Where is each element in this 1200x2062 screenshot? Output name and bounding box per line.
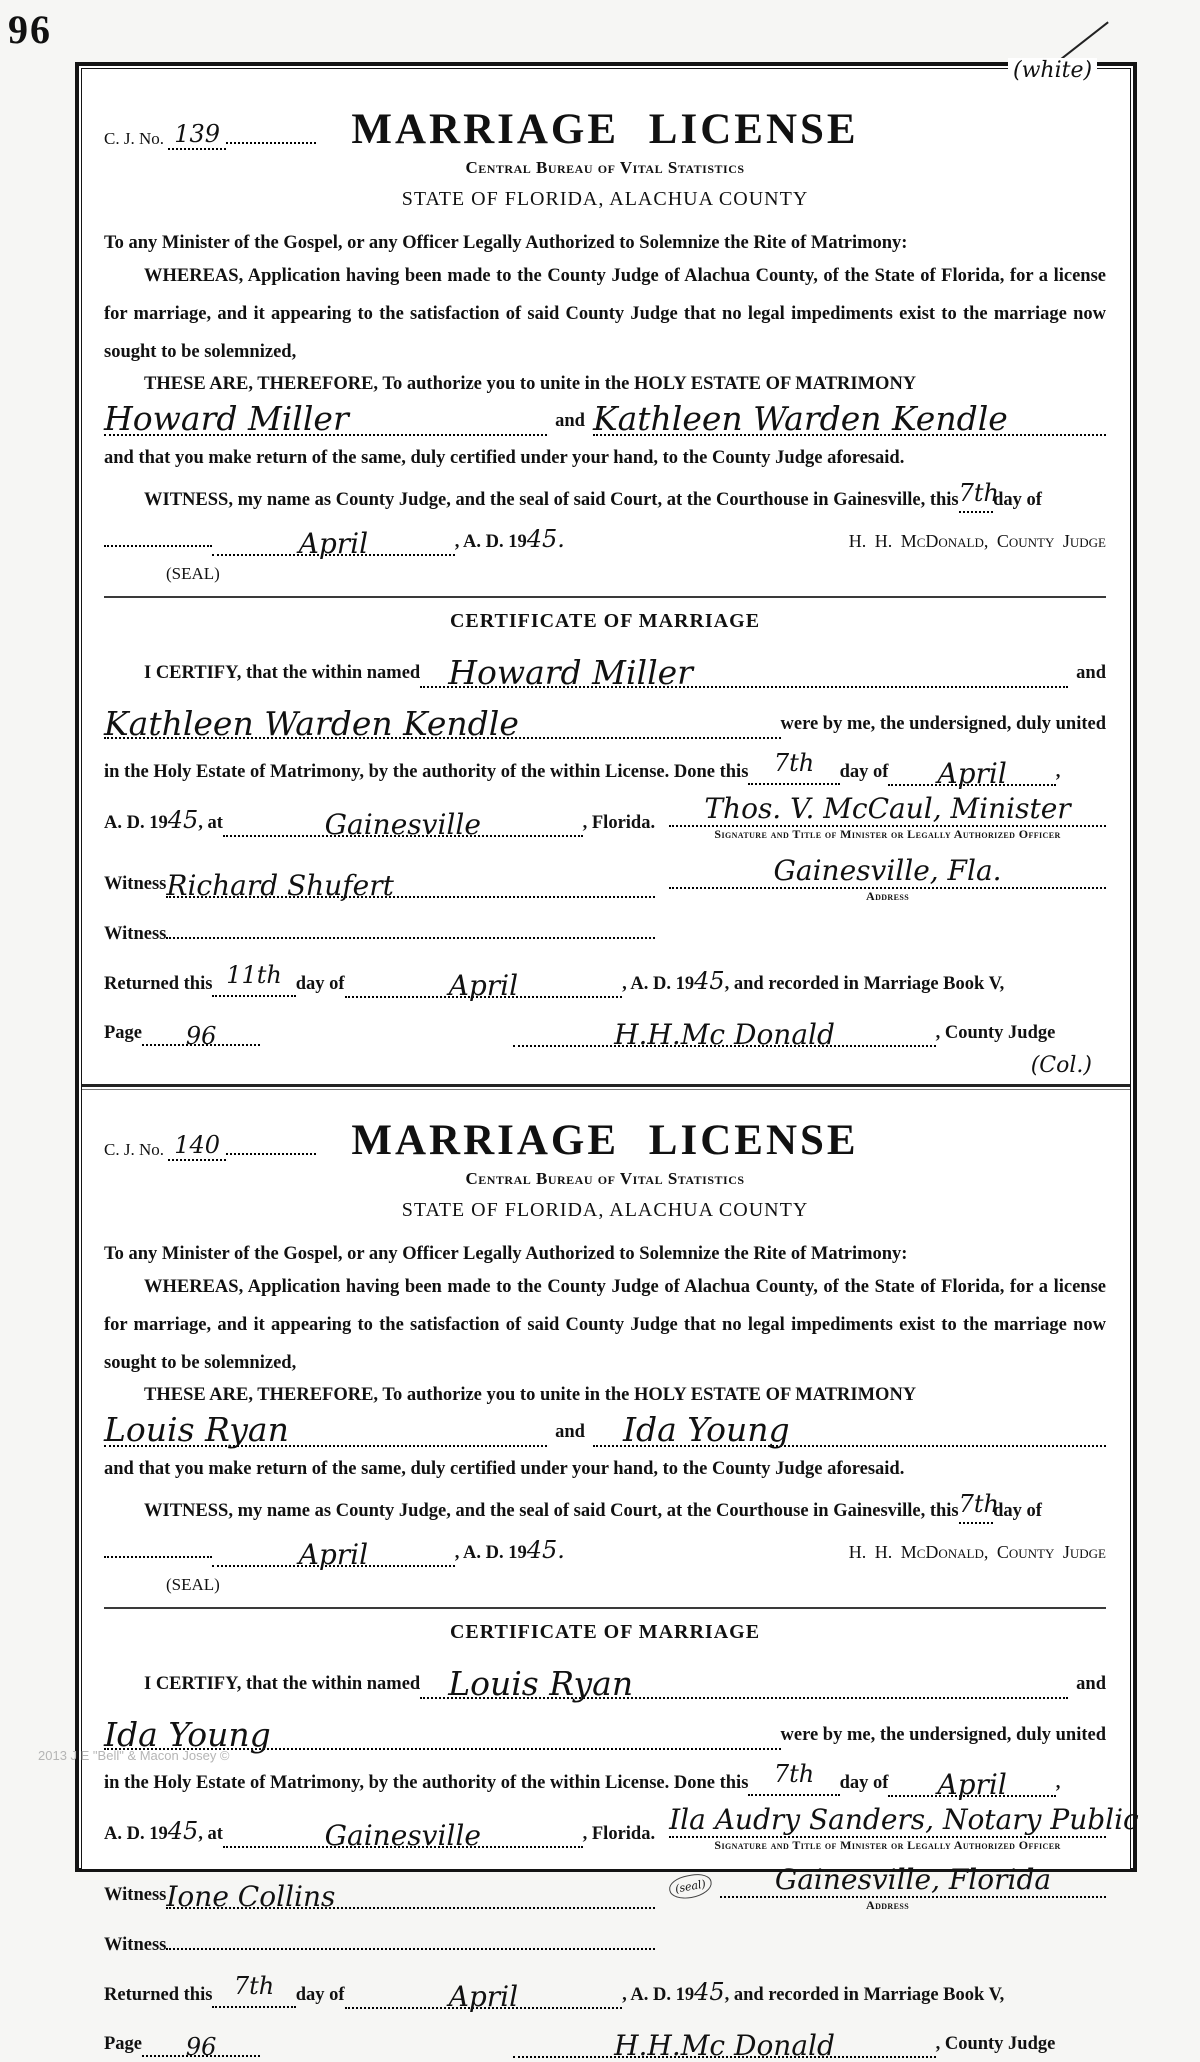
done-day: 7th [773,1759,815,1788]
signature-caption: Signature and Title of Minister or Legally Authorized Officer [714,826,1061,841]
witness-month: April [298,526,369,560]
cert-bride-line [104,1709,781,1754]
witness-month-line [212,1532,455,1571]
returned-label: Returned this [104,973,213,994]
witness2-label: Witness [104,923,167,944]
marriage-license-form-2 [104,1116,1139,2062]
salutation-line: To any Minister of the Gospel, or any Officer Legally Authorized to Solemnize the Rite of Matrimony: [104,233,908,253]
united-label: were by me, the undersigned, duly united [780,713,1106,734]
whereas-paragraph: WHEREAS, Application having been made to the County Judge of Alachua County, of the State of Florida, for a license for marriage, and it appearing to the satisfaction of said County Judge that no legal impediments exist to the marriage now sought to be solemnized, [104,266,1106,362]
witness-year: 45. [526,1535,565,1564]
minister-signature: Thos. V. McCaul, Minister [704,791,1071,825]
certify-row [104,647,1106,692]
names-row [104,1406,1106,1447]
county-judge-label: , County Judge [935,2033,1056,2054]
witness-day-line [958,1489,999,1524]
witness1-name: Richard Shufert [166,868,394,902]
judge-signature: H.H.Mc Donald [614,1017,835,1051]
dotted-lead [104,1556,212,1558]
dotted-lead [104,545,212,547]
returned-day: 11th [226,960,282,989]
month-year-row [104,521,1106,560]
cert-left-column [104,792,655,945]
ad-label: , A. D. 19 [454,1542,527,1563]
authorization-line: THESE ARE, THEREFORE, To authorize you to unite in the HOLY ESTATE OF MATRIMONY [144,373,917,394]
section-divider [104,596,1106,598]
witness1-name: Ione Collins [166,1879,336,1913]
at-label: , at [198,812,223,833]
day-of-label: day of [993,1500,1042,1521]
returned-day-of: day of [295,1984,345,2005]
cert-columns [104,1802,1139,1956]
cert-left-column [104,1803,655,1956]
groom-name-line [104,1406,547,1447]
address-caption: Address [866,888,910,903]
witness-day: 7th [958,478,999,507]
returned-ad-label: , A. D. 19 [622,1984,695,2005]
certify-label: I CERTIFY, that the within named [144,662,421,683]
cert-groom-name: Howard Miller [448,652,693,692]
page-value-line [142,2027,260,2061]
whereas-paragraph: WHEREAS, Application having been made to the County Judge of Alachua County, of the State of Florida, for a license for marriage, and it appearing to the satisfaction of said County Judge that no legal impediments exist to the marriage now sought to be solemnized, [104,1276,1106,1373]
witness-day-line [958,478,999,513]
cj-number-label: C. J. No. [104,1139,164,1159]
witness1-line [166,1874,655,1913]
returned-day-line [212,960,295,997]
county-judge-printed-name: H. H. McDonald, County Judge [848,530,1106,551]
address-caption: Address [866,1897,910,1912]
witness-clause: WITNESS, my name as County Judge, and the seal of said Court, at the Courthouse in Gainesville, this [144,1500,959,1521]
names-row [104,395,1106,436]
ledger-page-number: 96 [8,7,52,52]
done-this-row [104,748,1106,790]
done-place-line [223,802,583,841]
united-label: were by me, the undersigned, duly united [780,1724,1106,1745]
seal-label: (SEAL) [166,563,220,583]
month-year-row [104,1532,1106,1571]
form-separator [82,1084,1130,1090]
certificate-title: CERTIFICATE OF MARRIAGE [449,609,761,632]
recorded-label: , and recorded in Marriage Book V, [724,1984,1005,2005]
scanned-ledger-sheet [75,62,1139,2062]
done-month-line [888,751,1055,790]
cert-ad-label: A. D. 19 [104,812,168,833]
bride-name: Kathleen Warden Kendle [592,398,1008,438]
dotted-line [226,142,316,144]
license-header [104,1116,1106,1165]
done-day: 7th [773,748,815,777]
form-subtitle: Central Bureau of Vital Statistics [465,1168,745,1188]
address-line [669,854,1106,889]
witness2-line [166,937,655,939]
page-value: 96 [185,2032,217,2061]
florida-label: , Florida. [582,812,656,833]
cert-bride-line [104,698,781,743]
cert-bride-name: Ida Young [104,1714,271,1754]
judge-signature: H.H.Mc Donald [614,2028,835,2062]
returned-day: 7th [233,1971,275,2000]
cert-bride-row [104,698,1106,743]
state-county-line: STATE OF FLORIDA, ALACHUA COUNTY [401,188,809,210]
groom-name: Louis Ryan [104,1409,289,1449]
at-label: , at [198,1823,223,1844]
judge-signature-line [513,2023,935,2062]
dotted-line [226,1153,316,1155]
witness2-line [166,1948,655,1950]
page-row [104,1012,1106,1051]
comma: , [1055,761,1061,782]
cert-right-column [655,792,1106,945]
cert-and-label: and [1076,662,1106,683]
return-clause: and that you make return of the same, duly certified under your hand, to the County Judge aforesaid. [104,1458,905,1479]
authorization-line: THESE ARE, THEREFORE, To authorize you to unite in the HOLY ESTATE OF MATRIMONY [144,1384,917,1405]
groom-name: Howard Miller [104,398,349,438]
race-annotation-white: (white) [1008,58,1097,83]
bride-name-line [593,1406,1106,1447]
witness1-label: Witness [104,1884,167,1905]
witness-month: April [298,1537,369,1571]
cert-columns [104,792,1106,945]
certify-label: I CERTIFY, that the within named [144,1673,421,1694]
cert-groom-name: Louis Ryan [448,1663,634,1703]
witness-clause-row [104,478,1106,513]
done-day-line [748,748,839,785]
witness1-label: Witness [104,873,167,894]
cj-number-value: 139 [168,120,226,150]
notary-seal-scribble: (seal) [667,1871,713,1901]
day-of-label: day of [993,489,1042,510]
county-judge-label: , County Judge [935,1022,1056,1043]
license-header [104,105,1106,154]
bride-name: Ida Young [622,1409,790,1449]
done-month: April [937,1767,1007,1801]
returned-month: April [448,968,519,1002]
cert-ad-label: A. D. 19 [104,1823,168,1844]
returned-month: April [448,1979,519,2013]
done-year: 45 [167,1816,199,1845]
marriage-license-form-1 [104,105,1106,1051]
return-clause: and that you make return of the same, duly certified under your hand, to the County Judge aforesaid. [104,447,905,468]
returned-day-of: day of [295,973,345,994]
florida-label: , Florida. [582,1823,656,1844]
witness1-line [166,863,655,902]
page-label: Page [104,1022,143,1043]
done-month: April [937,756,1007,790]
done-place: Gainesville [324,807,481,841]
cj-number-value: 140 [168,1131,226,1161]
cert-groom-line [420,647,1068,692]
certify-row [104,1658,1106,1703]
form-subtitle: Central Bureau of Vital Statistics [465,158,745,177]
salutation-line: To any Minister of the Gospel, or any Officer Legally Authorized to Solemnize the Rite of Matrimony: [104,1243,908,1264]
judge-signature-line [513,1012,935,1051]
copyright-watermark: 2013 J E "Bell" & Macon Josey © [38,1748,230,1763]
bride-name-line [593,395,1106,436]
holy-estate-label: in the Holy Estate of Matrimony, by the authority of the within License. Done this [104,1772,749,1793]
returned-day-line [212,1971,295,2008]
and-label: and [555,410,585,431]
recorded-label: , and recorded in Marriage Book V, [724,973,1005,994]
returned-row [104,1971,1106,2013]
address-value: Gainesville, Florida [774,1862,1052,1896]
done-place: Gainesville [324,1818,481,1852]
state-county-line: STATE OF FLORIDA, ALACHUA COUNTY [401,1198,809,1221]
form-title: MARRIAGE LICENSE [351,1116,859,1164]
and-label: and [555,1421,585,1442]
page-row [104,2023,1106,2062]
done-year: 45 [167,805,199,834]
returned-label: Returned this [104,1984,213,2005]
cert-and-label: and [1076,1673,1106,1694]
holy-estate-label: in the Holy Estate of Matrimony, by the authority of the within License. Done this [104,761,749,782]
cert-day-of-label: day of [839,761,889,782]
cert-groom-line [420,1658,1068,1703]
cert-right-column [655,1802,1139,1956]
ad-label: , A. D. 19 [454,531,527,552]
returned-month-line [345,1974,623,2013]
returned-year: 45 [694,966,725,995]
minister-signature-line [669,792,1106,827]
witness-year: 45. [526,524,565,553]
done-day-line [748,1759,839,1796]
address-line [720,1863,1106,1898]
seal-label: (SEAL) [166,1574,220,1594]
groom-name-line [104,395,547,436]
done-month-line [888,1762,1055,1801]
returned-ad-label: , A. D. 19 [622,973,695,994]
certificate-title: CERTIFICATE OF MARRIAGE [449,1620,761,1643]
form-frame [81,68,1139,2062]
minister-signature: Ila Audry Sanders, Notary Public [669,1802,1139,1836]
witness-clause-row [104,1489,1106,1524]
race-annotation-col: (Col.) [1030,1052,1092,1078]
cj-number-field [104,122,316,150]
done-place-line [223,1813,583,1852]
signature-caption: Signature and Title of Minister or Legally Authorized Officer [714,1837,1061,1852]
address-value: Gainesville, Fla. [773,853,1002,887]
witness-clause: WITNESS, my name as County Judge, and the seal of said Court, at the Courthouse in Gainesville, this [144,489,959,510]
comma: , [1055,1772,1061,1793]
cert-bride-name: Kathleen Warden Kendle [104,703,519,743]
cj-number-label: C. J. No. [104,129,164,148]
cert-bride-row [104,1709,1106,1754]
done-this-row [104,1759,1106,1801]
cj-number-field [104,1130,316,1161]
page-label: Page [104,2033,143,2054]
form-title: MARRIAGE LICENSE [351,106,859,153]
page-value: 96 [185,1021,217,1050]
witness-month-line [212,521,455,560]
returned-month-line [345,963,623,1002]
returned-row [104,960,1106,1002]
cert-day-of-label: day of [839,1772,889,1793]
section-divider [104,1607,1106,1609]
county-judge-printed-name: H. H. McDonald, County Judge [848,1541,1106,1562]
witness2-label: Witness [104,1934,167,1955]
minister-signature-line [669,1802,1139,1838]
witness-day: 7th [958,1489,999,1518]
page-value-line [142,1016,260,1050]
returned-year: 45 [694,1977,725,2006]
